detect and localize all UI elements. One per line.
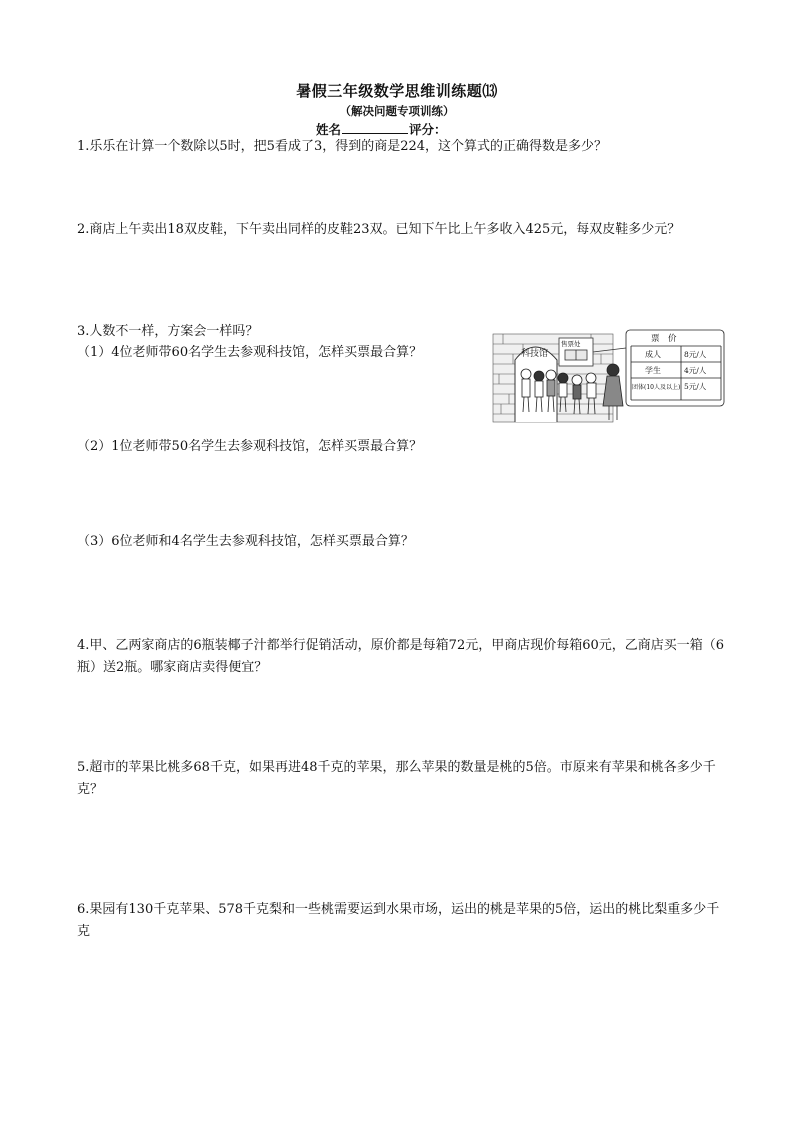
booth-label: 售票处 [561, 340, 581, 348]
question-4: 4.甲、乙两家商店的6瓶装椰子汁都举行促销活动，原价都是每箱72元，甲商店现价每箱60元，乙商店买一箱（6瓶）送2瓶。哪家商店卖得便宜？ [77, 638, 725, 675]
price-type-adult: 成人 [645, 350, 661, 359]
question-5: 5.超市的苹果比桃多68千克，如果再进48千克的苹果，那么苹果的数量是桃的5倍。市原来有苹果和桃各多少千克？ [77, 760, 716, 797]
page-subtitle: （解决问题专项训练） [339, 104, 455, 118]
science-museum-illustration [491, 328, 726, 425]
price-value-adult: 8元/人 [684, 350, 707, 359]
name-blank[interactable] [342, 122, 408, 134]
score-label: 评分： [409, 122, 447, 137]
price-type-student: 学生 [645, 366, 661, 375]
question-3: 3.人数不一样，方案会一样吗？ [77, 324, 259, 339]
question-6: 6.果园有130千克苹果、578千克梨和一些桃需要运到水果市场，运出的桃是苹果的5倍，运出的桃比梨重多少千克 [77, 902, 720, 939]
price-value-group: 5元/人 [684, 382, 707, 391]
subquestion-3-3: （3）6位老师和4名学生去参观科技馆，怎样买票最合算？ [77, 534, 414, 549]
subquestion-3-1: （1）4位老师带60名学生去参观科技馆，怎样买票最合算？ [77, 345, 423, 360]
page-title: 暑假三年级数学思维训练题⒀ [296, 82, 498, 100]
subquestion-3-2: （2）1位老师带50名学生去参观科技馆，怎样买票最合算？ [77, 439, 423, 454]
building-label: 科技馆 [521, 349, 549, 359]
question-2: 2.商店上午卖出18双皮鞋，下午卖出同样的皮鞋23双。已知下午比上午多收入425元，每双皮鞋多少元？ [77, 222, 681, 237]
price-type-group: 团体(10人及以上) [632, 384, 681, 391]
name-label: 姓名 [316, 122, 342, 137]
question-1: 1.乐乐在计算一个数除以5时，把5看成了3，得到的商是224，这个算式的正确得数是多少？ [77, 139, 608, 154]
price-table-header: 票 价 [651, 334, 677, 344]
price-value-student: 4元/人 [684, 366, 707, 375]
